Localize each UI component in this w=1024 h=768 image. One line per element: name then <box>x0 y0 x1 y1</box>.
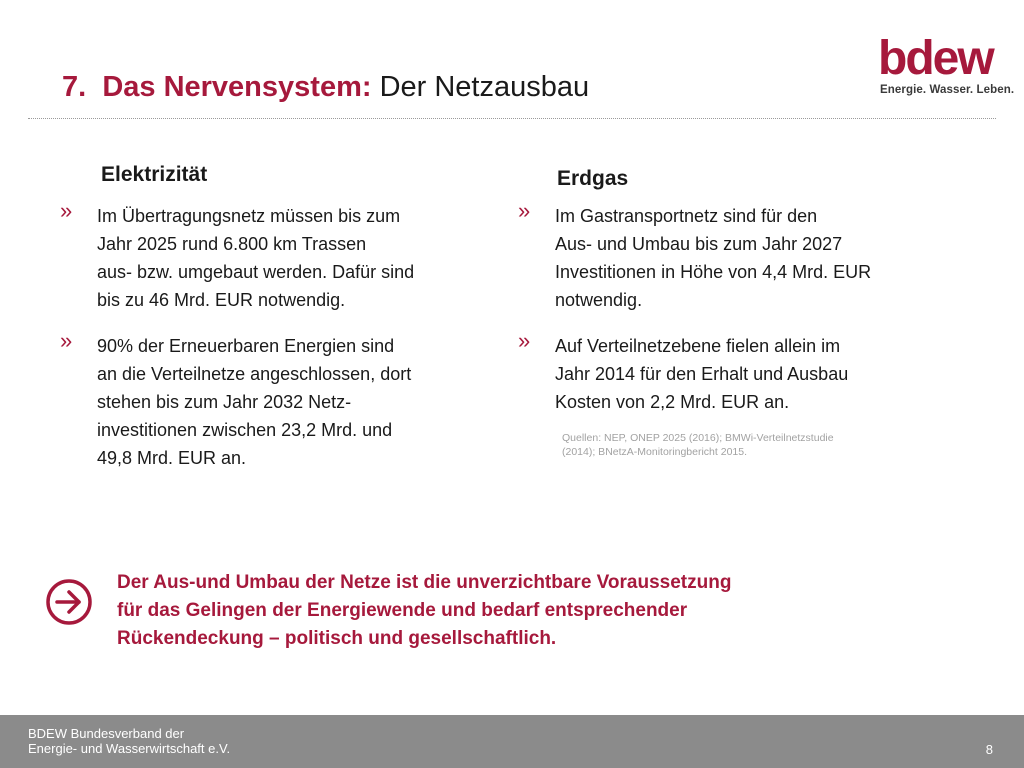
bullet-line: Jahr 2014 für den Erhalt und Ausbau <box>555 364 849 384</box>
bullet-marker-icon: » <box>60 328 73 353</box>
bullet-line: Im Gastransportnetz sind für den <box>555 206 818 226</box>
footer-org-line: Energie- und Wasserwirtschaft e.V. <box>28 741 231 756</box>
conclusion-text <box>117 569 897 653</box>
title-divider <box>28 118 996 119</box>
footer-bar <box>0 715 1024 768</box>
bullet-list-erdgas <box>518 198 958 416</box>
heading-elektrizitaet: Elektrizität <box>101 163 208 186</box>
bullet-line: Investitionen in Höhe von 4,4 Mrd. EUR <box>555 262 872 282</box>
footer-organization <box>28 726 230 756</box>
slide-title-rest: Der Netzausbau <box>379 71 590 103</box>
heading-erdgas: Erdgas <box>557 167 629 190</box>
bullet-line: stehen bis zum Jahr 2032 Netz- <box>97 392 352 412</box>
bullet-item <box>518 328 958 416</box>
bullet-item <box>518 198 958 314</box>
footer-org-line: BDEW Bundesverband der <box>28 726 185 741</box>
bullet-line: notwendig. <box>555 290 643 310</box>
bullet-line: aus- bzw. umgebaut werden. Dafür sind <box>97 262 415 282</box>
bullet-marker-icon: » <box>60 198 73 223</box>
conclusion-line: Der Aus-und Umbau der Netze ist die unverzichtbare Voraussetzung <box>117 572 732 593</box>
bdew-tagline: Energie. Wasser. Leben. <box>880 84 1015 96</box>
slide-title <box>62 68 589 106</box>
arrow-right-circle-icon <box>45 578 93 626</box>
page-number: 8 <box>985 742 993 757</box>
bullet-item <box>60 328 500 472</box>
bullet-line: bis zu 46 Mrd. EUR notwendig. <box>97 290 346 310</box>
bullet-marker-icon: » <box>518 198 531 223</box>
bullet-line: Kosten von 2,2 Mrd. EUR an. <box>555 392 790 412</box>
svg-text:bdew: bdew <box>878 36 993 80</box>
bullet-line: Im Übertragungsnetz müssen bis zum <box>97 206 401 226</box>
slide-title-number: 7. <box>62 71 87 103</box>
source-line: (2014); BNetzA-Monitoringbericht 2015. <box>562 446 748 458</box>
bullet-line: Auf Verteilnetzebene fielen allein im <box>555 336 841 356</box>
conclusion-line: für das Gelingen der Energiewende und bedarf entsprechender <box>117 600 688 621</box>
bullet-line: Jahr 2025 rund 6.800 km Trassen <box>97 234 367 254</box>
bullet-item <box>60 198 500 314</box>
source-line: Quellen: NEP, ONEP 2025 (2016); BMWi-Verteilnetzstudie <box>562 432 834 444</box>
bullet-line: an die Verteilnetze angeschlossen, dort <box>97 364 412 384</box>
bullet-line: Aus- und Umbau bis zum Jahr 2027 <box>555 234 843 254</box>
bdew-wordmark <box>878 36 1000 80</box>
bullet-list-elektrizitaet <box>60 198 500 472</box>
bullet-line: 49,8 Mrd. EUR an. <box>97 448 247 468</box>
slide-title-accent: Das Nervensystem: <box>102 71 372 103</box>
bdew-logo <box>878 36 1015 102</box>
bullet-line: 90% der Erneuerbaren Energien sind <box>97 336 395 356</box>
conclusion-line: Rückendeckung – politisch und gesellschaftlich. <box>117 628 557 649</box>
bullet-line: investitionen zwischen 23,2 Mrd. und <box>97 420 393 440</box>
source-note <box>562 431 882 459</box>
bullet-marker-icon: » <box>518 328 531 353</box>
